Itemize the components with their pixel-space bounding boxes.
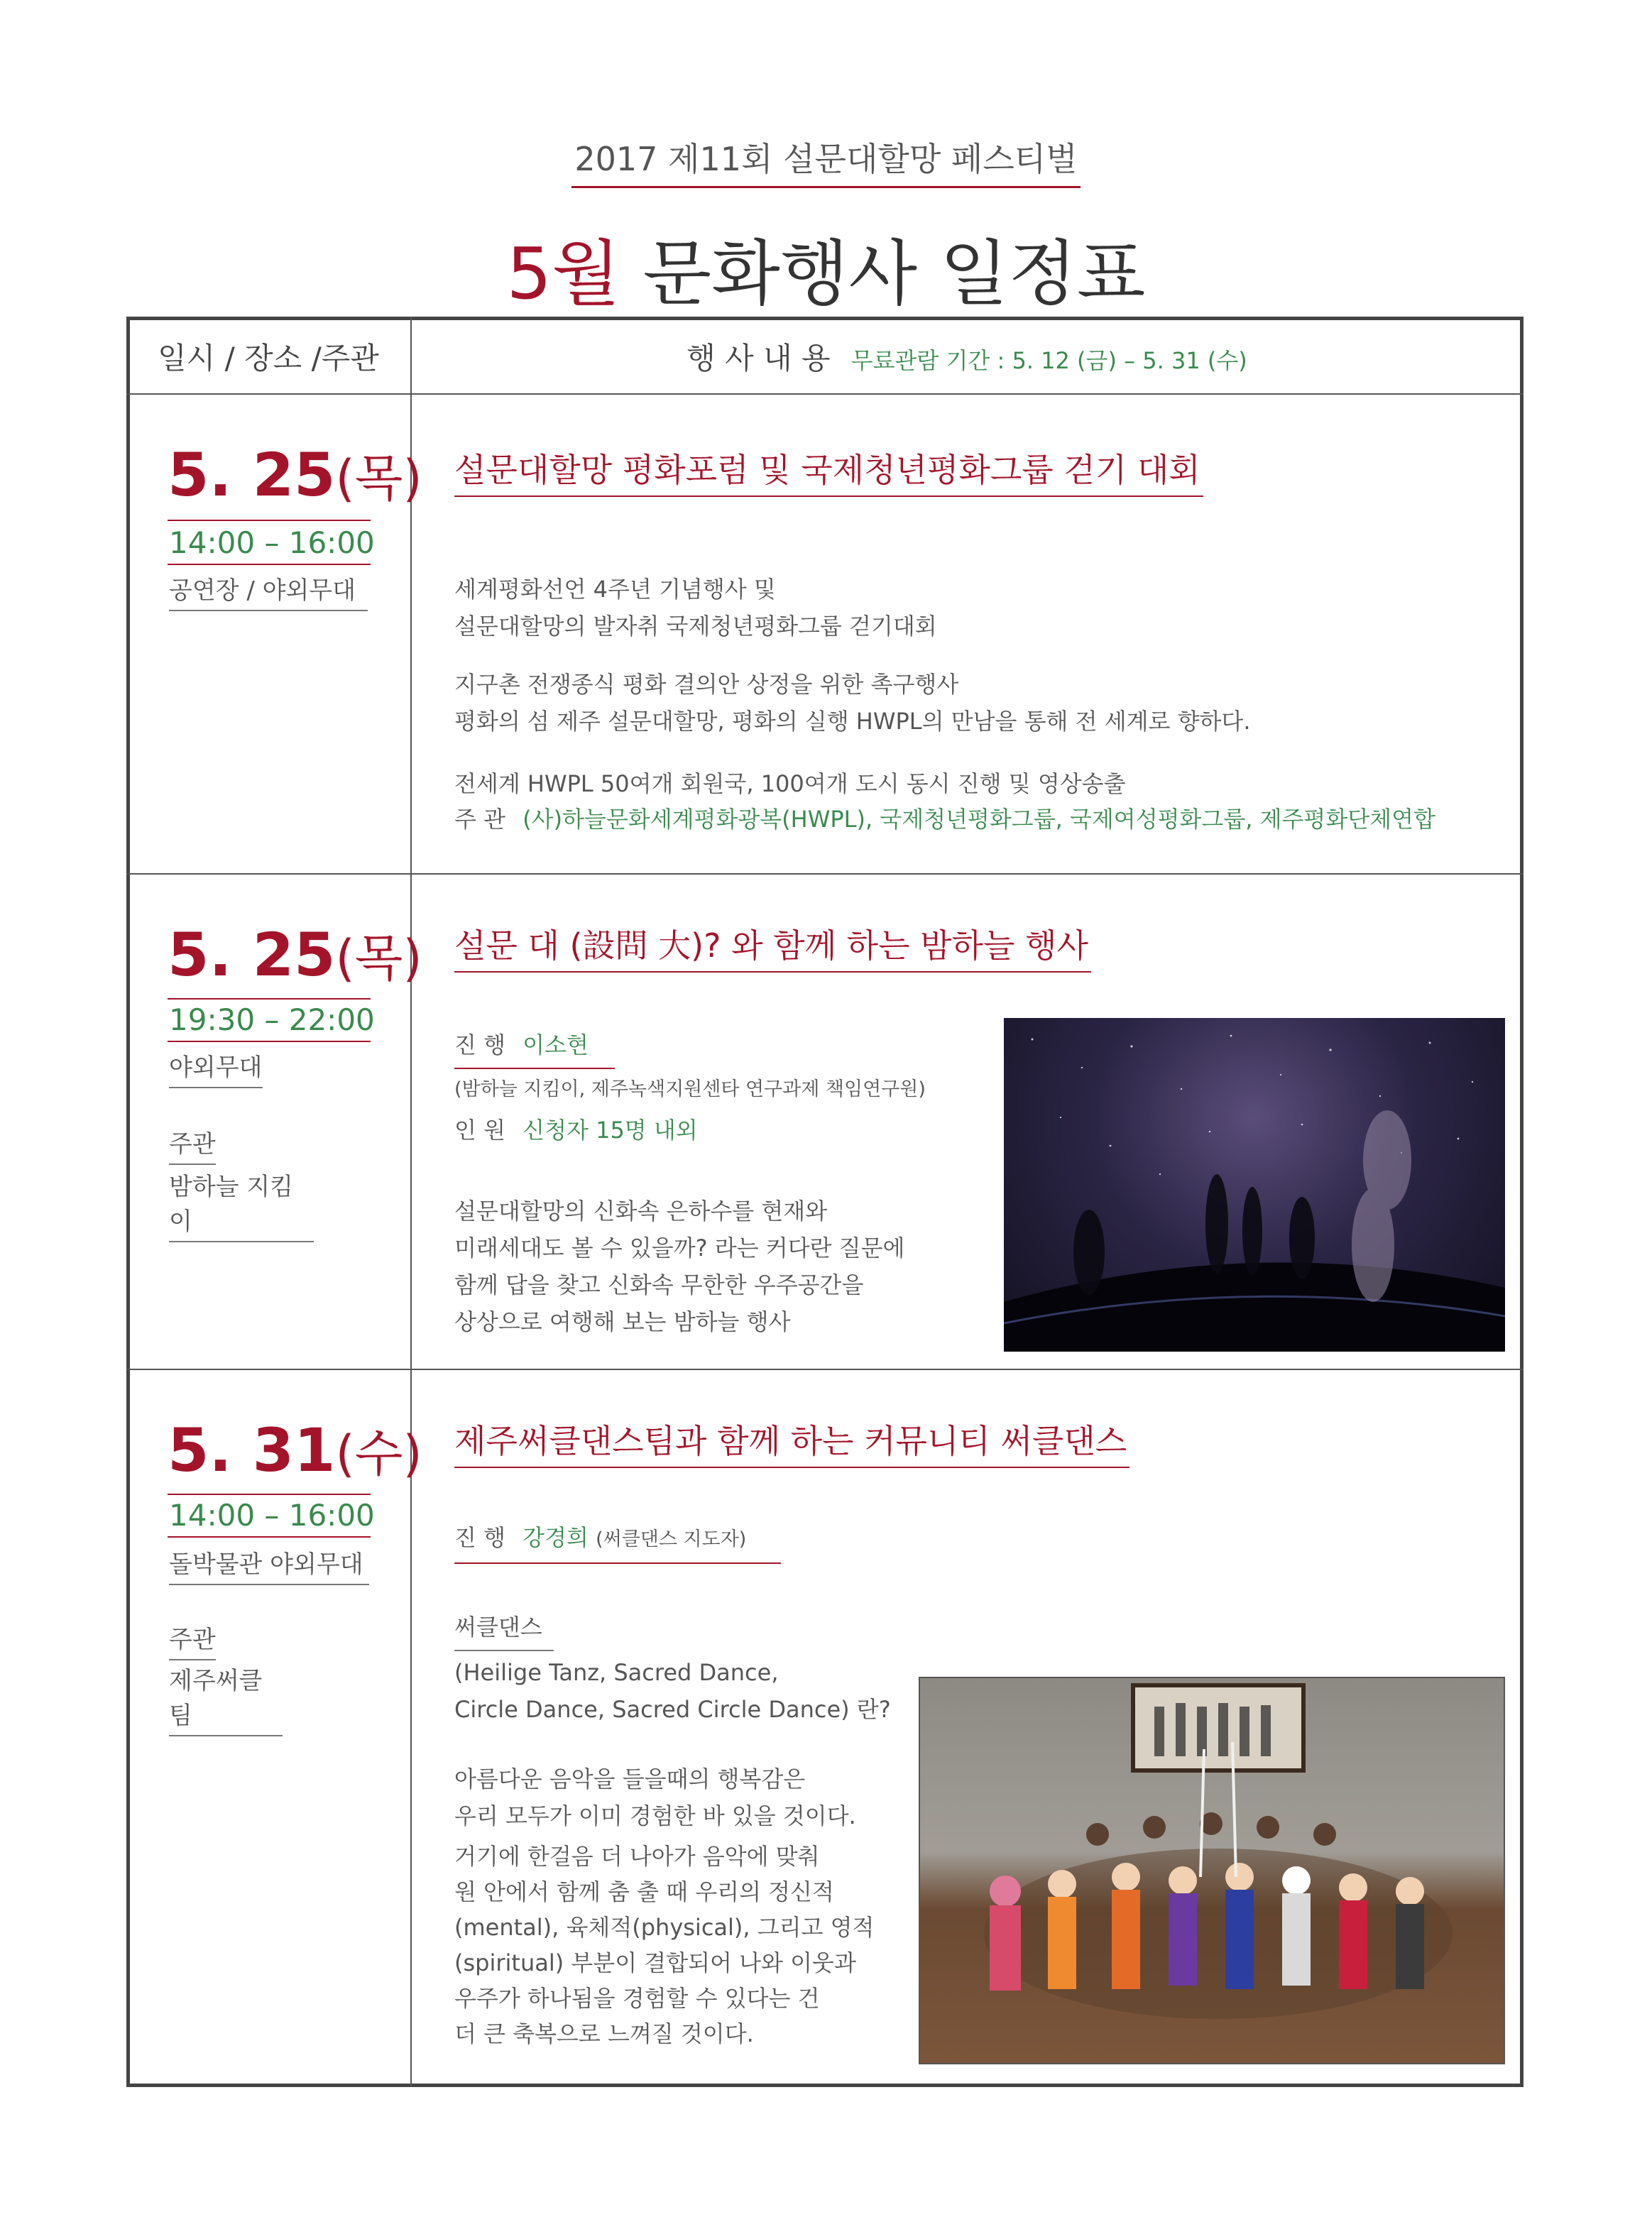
event2-people <box>454 1112 698 1149</box>
event3-org-label: 주관 <box>169 1620 216 1660</box>
event3-desc1-line1: 아름다운 음악을 들을때의 행복감은 <box>454 1766 806 1792</box>
event3-desc2-line2: 원 안에서 함께 춤 출 때 우리의 정신적 <box>454 1878 834 1905</box>
event2-leader-value: 이소현 <box>523 1031 589 1058</box>
event2-time-rule <box>168 1041 371 1042</box>
event2-desc-line2: 미래세대도 볼 수 있을까? 라는 커다란 질문에 <box>454 1235 905 1261</box>
row-divider-2 <box>126 1369 1524 1370</box>
event2-desc-line3: 함께 답을 찾고 신화속 무한한 우주공간을 <box>454 1271 864 1298</box>
event2-desc-line4: 상상으로 여행해 보는 밤하늘 행사 <box>454 1308 791 1335</box>
event2-date-value: 5. 25 <box>168 920 336 990</box>
event2-leader <box>454 1027 615 1069</box>
event1-highlight: 전세계 HWPL 50여개 회원국, 100여개 도시 동시 진행 및 영상송출 <box>454 770 1126 797</box>
event3-date <box>168 1414 422 1486</box>
event3-desc2-line3: (mental), 육체적(physical), 그리고 영적 <box>454 1914 875 1941</box>
header-content-label: 행 사 내 용 <box>686 341 831 376</box>
event3-desc2-line5: 우주가 하나됨을 경험할 수 있다는 건 <box>454 1985 820 2012</box>
event2-leader-label: 진 행 <box>454 1031 505 1058</box>
event3-leader-value: 강경희 <box>523 1524 589 1551</box>
event2-people-label: 인 원 <box>454 1117 505 1144</box>
event2-org-label: 주관 <box>169 1124 216 1165</box>
event1-host-value: (사)하늘문화세계평화광복(HWPL), 국제청년평화그룹, 국제여성평화그룹, 제주평화단체연합 <box>523 806 1435 833</box>
event1-desc1-line1: 세계평화선언 4주년 기념행사 및 <box>454 576 776 603</box>
event1-desc1 <box>454 571 937 645</box>
event3-date-rule <box>168 1494 371 1495</box>
event3-date-value: 5. 31 <box>168 1416 336 1485</box>
event1-date-value: 5. 25 <box>168 440 336 510</box>
event2-org-value: 밤하늘 지킴이 <box>169 1167 314 1242</box>
event3-leader-note: (써클댄스 지도자) <box>596 1528 747 1550</box>
title-month: 5월 <box>506 232 620 315</box>
event2-desc <box>454 1193 904 1340</box>
night-sky-photo <box>1004 1018 1505 1352</box>
event2-date-rule <box>168 998 371 1000</box>
title-rest: 문화행사 일정표 <box>642 232 1146 315</box>
circle-dance-photo <box>919 1677 1505 2064</box>
event3-desc1 <box>454 1761 856 1834</box>
event1-place: 공연장 / 야외무대 <box>169 571 368 611</box>
event2-time: 19:30 – 22:00 <box>169 1002 375 1037</box>
event2-dow: (목) <box>335 929 422 987</box>
event2-desc-line1: 설문대할망의 신화속 은하수를 현재와 <box>454 1198 828 1225</box>
row-divider-1 <box>126 873 1524 875</box>
circle-dance-scene <box>920 1678 1504 2063</box>
event3-desc2-line1: 거기에 한걸음 더 나아가 음악에 맞춰 <box>454 1843 820 1870</box>
event3-leader <box>454 1519 781 1564</box>
column-divider <box>410 317 412 2087</box>
event2-date <box>168 919 422 990</box>
event3-leader-label: 진 행 <box>454 1524 505 1551</box>
festival-subtitle <box>0 133 1652 188</box>
event1-host <box>454 801 1435 838</box>
header-divider <box>126 393 1524 395</box>
event3-subtitle: 써클댄스 <box>454 1609 554 1651</box>
event1-host-label: 주 관 <box>454 806 505 833</box>
event3-desc1-line2: 우리 모두가 이미 경험한 바 있을 것이다. <box>454 1802 856 1829</box>
event3-title: 제주써클댄스팀과 함께 하는 커뮤니티 써클댄스 <box>454 1416 1129 1468</box>
event2-leader-note: (밤하늘 지킴이, 제주녹색지원센타 연구과제 책임연구원) <box>454 1078 926 1100</box>
event1-date <box>168 439 422 510</box>
free-period: 무료관람 기간 : 5. 12 (금) – 5. 31 (수) <box>850 347 1247 374</box>
event3-desc2 <box>454 1839 874 2052</box>
event3-desc2-line6: 더 큰 축복으로 느껴질 것이다. <box>454 2020 754 2047</box>
event1-desc2-line1: 지구촌 전쟁종식 평화 결의안 상정을 위한 촉구행사 <box>454 671 959 698</box>
event3-time-rule <box>168 1536 371 1538</box>
event2-place: 야외무대 <box>169 1048 263 1088</box>
event3-desc2-line4: (spiritual) 부분이 결합되어 나와 이웃과 <box>454 1949 856 1976</box>
event2-title: 설문 대 (設問 大)? 와 함께 하는 밤하늘 행사 <box>454 920 1091 973</box>
event1-desc1-line2: 설문대할망의 발자취 국제청년평화그룹 걷기대회 <box>454 613 937 640</box>
event3-place: 돌박물관 야외무대 <box>169 1545 369 1585</box>
event3-time: 14:00 – 16:00 <box>169 1498 375 1533</box>
event1-desc2-line2: 평화의 섬 제주 설문대할망, 평화의 실행 HWPL의 만남을 통해 전 세계로 향하다. <box>454 708 1251 735</box>
event1-time: 14:00 – 16:00 <box>169 525 375 560</box>
night-sky-scene <box>1004 1018 1505 1352</box>
event1-title: 설문대할망 평화포럼 및 국제청년평화그룹 걷기 대회 <box>454 444 1203 497</box>
event3-dow: (수) <box>335 1425 422 1483</box>
header-col-datetime: 일시 / 장소 /주관 <box>158 341 379 376</box>
event1-time-rule <box>168 564 371 565</box>
header-col-content <box>412 335 1522 378</box>
event3-subdesc-line2: Circle Dance, Sacred Circle Dance) 란? <box>454 1696 891 1723</box>
event1-dow: (목) <box>335 449 422 508</box>
event2-people-value: 신청자 15명 내외 <box>523 1117 698 1144</box>
event3-subdesc-line1: (Heilige Tanz, Sacred Dance, <box>454 1659 779 1686</box>
event1-date-rule <box>168 520 371 521</box>
event3-subdesc <box>454 1654 891 1728</box>
festival-subtitle-text: 2017 제11회 설문대할망 페스티벌 <box>571 133 1080 188</box>
event1-desc2 <box>454 666 1251 740</box>
page-title <box>0 217 1652 319</box>
event3-org-value: 제주써클팀 <box>169 1661 283 1736</box>
